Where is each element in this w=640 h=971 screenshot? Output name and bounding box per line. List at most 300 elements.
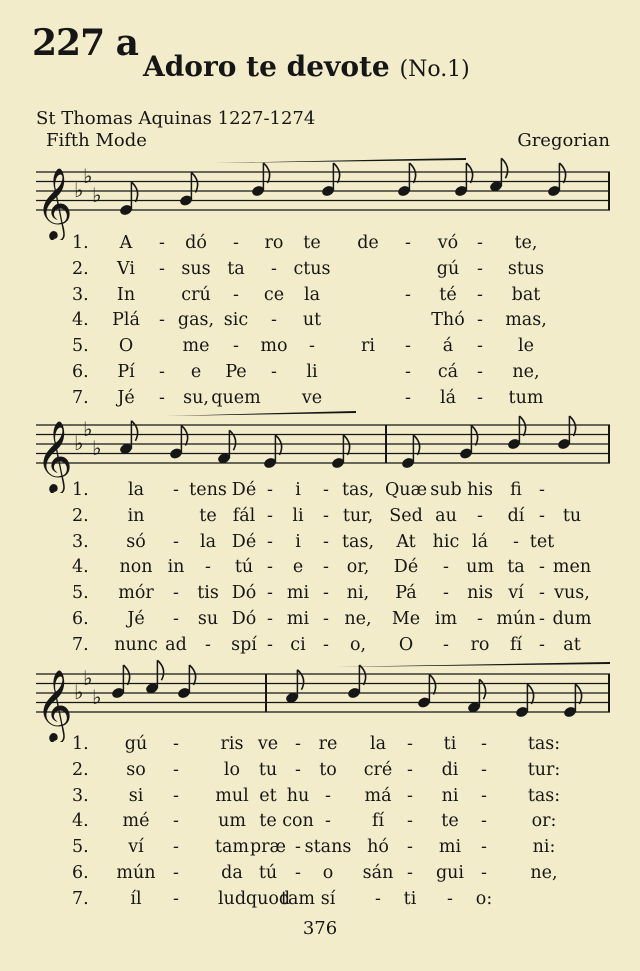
lyric-syllable: sub [430,480,462,500]
lyric-syllable: - [539,608,545,629]
note [331,435,350,470]
verse-number: 2. [72,505,89,526]
lyric-syllable: - [481,759,487,780]
lyric-syllable: O [398,634,414,655]
lyric-syllable: fi [510,480,522,500]
lyric-syllable: sus [181,258,211,279]
lyric-syllable: e [292,557,304,578]
lyric-syllable: - [159,258,165,279]
flat-icon: ♭ [83,665,93,690]
lyric-syllable: ti [403,888,417,909]
verse-line [36,259,610,285]
lyric-syllable: si [128,785,144,806]
lyric-syllable: - [481,837,487,858]
lyric-syllable: ni, [346,583,370,604]
lyric-syllable: At [396,531,416,552]
note-flag [189,665,195,685]
lyric-syllable: non [119,557,153,578]
lyric-syllable: or: [531,811,557,832]
lyric-syllable: Dó [231,608,257,629]
lyric-syllable: - [173,583,179,604]
lyric-syllable: tú [258,862,278,883]
lyric-syllable: ro [264,233,284,253]
lyric-syllable: i [295,480,301,500]
source-credit: Gregorian [517,130,610,151]
note [217,430,236,465]
lyric-syllable: o [322,862,334,883]
lyric-syllable: - [173,734,179,754]
lyric-syllable: lo [223,759,241,780]
lyric-syllable: - [477,387,483,408]
note [111,665,130,700]
lyric-syllable: tu [258,759,278,780]
lyric-syllable: - [443,583,449,604]
lyric-syllable: - [539,583,545,604]
lyric-syllable: Dé [231,480,257,500]
lyric-syllable: lud [217,888,247,909]
lyric-syllable: o, [349,634,367,655]
lyric-syllable: In [116,284,136,305]
lyric-syllable: - [271,310,277,331]
lyric-syllable: hu [286,785,310,806]
verse-number: 3. [72,531,89,552]
flat-icon: ♭ [74,431,84,455]
lyric-syllable: Plá [112,310,140,331]
lyric-syllable: Pí [117,361,135,382]
lyric-syllable: Quæ [384,480,428,500]
lyric-syllable: - [295,837,301,858]
lyric-syllable: re [318,734,338,754]
hymn-number: 227 a [32,22,139,64]
lyric-syllable: mul [215,785,249,806]
note-flag [527,684,533,704]
verse-number: 1. [72,734,89,754]
lyric-syllable: - [173,862,179,883]
lyric-syllable: - [407,862,413,883]
mode-credit: Fifth Mode [46,130,147,151]
lyric-syllable: - [173,785,179,806]
verse-number: 3. [72,284,89,305]
flat-icon: ♭ [92,435,102,460]
verse-number: 1. [72,233,89,253]
phrase-mark [336,662,610,667]
note [397,163,416,198]
flat-icon: ♭ [83,163,93,188]
lyric-syllable: - [325,785,331,806]
lyric-syllable: mún [496,608,536,629]
lyric-syllable: só [126,531,146,552]
lyric-syllable: tas, [341,480,375,500]
treble-clef-icon: 𝄞 [36,419,73,492]
lyric-syllable: mi [438,837,462,858]
lyric-syllable: sí [320,888,336,909]
lyric-syllable: ni [441,785,459,806]
lyric-syllable: ci [290,634,306,655]
verse-line [36,336,610,362]
note-flag [479,679,485,699]
lyric-syllable: tu [562,505,582,526]
verse-number: 1. [72,480,89,500]
lyric-syllable: - [477,505,483,526]
lyric-syllable: tas: [527,734,561,754]
verse-line [36,889,610,915]
lyric-syllable: ce [263,284,285,305]
lyric-syllable: - [173,480,179,500]
lyric-syllable: - [267,634,273,655]
hymn-title [143,50,470,83]
lyric-syllable: te [303,233,321,253]
lyric-syllable: ne, [530,862,558,883]
lyric-syllable: cré [363,759,393,780]
lyric-syllable: stans [304,837,352,858]
note [285,670,304,705]
lyric-syllable: - [295,862,301,883]
lyric-syllable: i [295,531,301,552]
lyric-syllable: ris [220,734,244,754]
lyric-syllable: - [233,336,239,357]
lyric-syllable: su, [183,387,209,408]
verse-number: 6. [72,608,89,629]
lyric-syllable: ut [302,310,322,331]
note [177,665,196,700]
lyric-syllable: - [481,811,487,832]
lyric-syllable: mún [116,862,156,883]
lyric-syllable: Jé [127,608,145,629]
verse-number: 6. [72,862,89,883]
lyric-syllable: - [539,480,545,500]
lyric-syllable: tens [189,480,227,500]
lyric-syllable: - [405,233,411,253]
lyric-syllable: - [481,734,487,754]
lyric-syllable: á [442,336,454,357]
lyric-syllable: et [259,785,277,806]
lyric-syllable: - [295,734,301,754]
note-flag [519,416,525,436]
lyric-syllable: - [477,258,483,279]
lyric-syllable: or, [346,557,370,578]
lyric-syllable: Me [391,608,421,629]
lyric-syllable: - [271,361,277,382]
lyric-syllable: Dé [231,531,257,552]
note-flag [569,416,575,436]
lyric-syllable: con [282,811,314,832]
note [467,679,486,714]
note-flag [131,182,137,202]
lyric-syllable: A [119,233,133,253]
lyric-syllable: um [466,557,494,578]
lyric-syllable: bat [511,284,541,305]
lyric-syllable: - [271,258,277,279]
lyric-syllable: vó [437,233,459,253]
lyric-syllable: - [405,284,411,305]
lyric-syllable: Thó [431,310,465,331]
lyric-syllable: di [441,759,459,780]
verse-line [36,480,610,506]
lyric-syllable: nunc [114,634,158,655]
note-flag [157,660,163,680]
flat-icon: ♭ [83,416,93,441]
lyric-syllable: Dé [393,557,419,578]
lyric-syllable: his [467,480,493,500]
lyric-syllable: - [323,557,329,578]
lyric-syllable: lá [471,531,489,552]
flat-icon: ♭ [74,680,84,704]
note-flag [359,665,365,685]
verse-number: 6. [72,361,89,382]
lyric-syllable: li [292,505,304,526]
lyric-syllable: Pe [225,361,247,382]
lyric-syllable: ad [165,634,187,655]
page-number: 376 [302,918,338,939]
verse-number: 5. [72,583,89,604]
lyric-syllable: - [539,634,545,655]
lyric-syllable: - [443,557,449,578]
note [401,435,420,470]
note-flag [263,163,269,183]
lyric-syllable: im [434,608,458,629]
treble-clef-icon: 𝄞 [36,668,73,741]
lyric-syllable: la [199,531,217,552]
lyric-syllable: hó [367,837,389,858]
note [454,163,473,198]
note-flag [343,435,349,455]
lyric-syllable: - [539,557,545,578]
lyric-syllable: ri [361,336,375,357]
lyric-syllable: gas, [177,310,215,331]
verse-line [36,362,610,388]
verse-line [36,734,610,760]
lyric-syllable: te [199,505,217,526]
lyric-syllable: - [539,505,545,526]
flat-icon: ♭ [92,684,102,709]
lyric-syllable: - [173,759,179,780]
lyric-syllable: - [323,531,329,552]
lyric-syllable: - [173,837,179,858]
lyric-syllable: fí [371,811,385,832]
lyric-syllable: o: [475,888,493,909]
lyric-syllable: tam [214,837,250,858]
lyric-syllable: - [159,233,165,253]
lyric-syllable: tis [197,583,219,604]
note-flag [409,163,415,183]
verse-number: 4. [72,811,89,832]
lyric-syllable: - [323,505,329,526]
lyric-syllable: quod [245,888,291,909]
verse-line [36,760,610,786]
lyric-syllable: - [323,480,329,500]
verse-number: 5. [72,336,89,357]
lyric-syllable: ni: [532,837,556,858]
lyric-syllable: to [319,759,337,780]
lyric-syllable: tas, [341,531,375,552]
verse-number: 2. [72,759,89,780]
lyric-syllable: - [513,531,519,552]
lyric-syllable: ro [470,634,490,655]
lyric-syllable: - [477,608,483,629]
lyric-syllable: - [173,608,179,629]
lyric-syllable: Vi [117,258,135,279]
lyric-syllable: gú [124,734,148,754]
lyric-syllable: in [167,557,185,578]
lyric-syllable: spí [231,634,257,655]
note [179,173,198,208]
lyric-syllable: - [443,634,449,655]
lyric-syllable: vus, [554,583,590,604]
lyric-syllable: mi [286,608,310,629]
phrase-mark [214,158,466,163]
lyric-syllable: tam [280,888,316,909]
verse-line [36,811,610,837]
lyric-syllable: e [190,361,202,382]
lyric-syllable: crú [181,284,211,305]
lyric-syllable: - [447,888,453,909]
lyric-syllable: mór [118,583,154,604]
verse-number: 4. [72,310,89,331]
lyric-syllable: ví [128,837,144,858]
note [321,163,340,198]
lyric-syllable: - [267,505,273,526]
verse-line [36,233,610,259]
note [251,163,270,198]
lyric-syllable: - [173,888,179,909]
lyric-syllable: dí [507,505,525,526]
treble-clef-icon: 𝄞 [36,166,73,239]
lyric-syllable: Pá [395,583,417,604]
lyric-syllable: le [518,336,534,357]
note-flag [229,430,235,450]
lyric-syllable: ve [257,734,279,754]
verse-line [36,609,610,635]
flat-icon: ♭ [74,178,84,202]
note [459,426,478,461]
lyric-syllable: - [477,361,483,382]
note [557,416,576,451]
lyric-syllable: la [303,284,321,305]
note-flag [575,684,581,704]
lyric-syllable: sán [362,862,394,883]
lyric-syllable: li [306,361,318,382]
lyric-syllable: um [218,811,246,832]
lyrics-block-1 [36,233,610,414]
lyric-syllable: - [205,634,211,655]
lyric-syllable: te, [514,233,538,253]
lyric-syllable: má [364,785,392,806]
lyric-syllable: - [159,310,165,331]
note [417,675,436,710]
lyric-syllable: - [323,608,329,629]
verse-number: 7. [72,387,89,408]
verse-line [36,786,610,812]
verse-number: 7. [72,634,89,655]
lyric-syllable: Jé [117,387,135,408]
note [515,684,534,719]
verse-line [36,863,610,889]
note-flag [181,426,187,446]
lyric-syllable: te [441,811,459,832]
note-flag [297,670,303,690]
lyric-syllable: - [325,811,331,832]
lyric-syllable: - [405,336,411,357]
lyric-syllable: - [159,361,165,382]
lyric-syllable: tú [234,557,254,578]
lyric-syllable: cá [437,361,459,382]
note [563,684,582,719]
lyric-syllable: - [233,284,239,305]
note [169,426,188,461]
note-flag [466,163,472,183]
verse-line [36,532,610,558]
author-credit: St Thomas Aquinas 1227-1274 [36,108,316,129]
lyric-syllable: dó [185,233,207,253]
flat-icon: ♭ [92,182,102,207]
lyric-syllable: - [481,862,487,883]
note [119,182,138,217]
lyric-syllable: - [267,608,273,629]
note [145,660,164,695]
lyric-syllable: - [295,759,301,780]
lyric-syllable: ta [227,258,245,279]
note [347,665,366,700]
lyric-syllable: de [357,233,379,253]
lyric-syllable: quem [211,387,261,408]
lyric-syllable: - [267,557,273,578]
note [489,158,508,193]
lyric-syllable: men [552,557,592,578]
note-flag [471,426,477,446]
lyric-syllable: hic [432,531,460,552]
lyric-syllable: tur, [342,505,374,526]
lyric-syllable: fál [232,505,256,526]
lyric-syllable: in [127,505,145,526]
lyric-syllable: - [173,811,179,832]
lyric-syllable: ne, [512,361,540,382]
verse-number: 7. [72,888,89,909]
verse-line [36,285,610,311]
lyric-syllable: ctus [293,258,331,279]
lyric-syllable: - [267,531,273,552]
lyric-syllable: - [205,557,211,578]
lyric-syllable: - [173,531,179,552]
lyric-syllable: - [477,336,483,357]
lyric-syllable: nis [467,583,493,604]
lyric-syllable: - [405,361,411,382]
lyric-syllable: - [267,583,273,604]
note-flag [559,163,565,183]
lyric-syllable: O [118,336,134,357]
lyric-syllable: su [197,608,219,629]
lyric-syllable: lá [439,387,457,408]
note-flag [275,435,281,455]
lyric-syllable: mas, [505,310,547,331]
lyric-syllable: dum [552,608,592,629]
lyric-syllable: me [182,336,210,357]
lyric-syllable: - [477,233,483,253]
lyric-syllable: tur: [527,759,561,780]
lyric-syllable: tet [529,531,555,552]
note-flag [429,675,435,695]
note-flag [123,665,129,685]
lyric-syllable: præ [249,837,287,858]
lyric-syllable: íl [130,888,142,909]
lyric-syllable: - [159,387,165,408]
music-staff-3 [36,652,610,742]
note-flag [131,421,137,441]
lyric-syllable: - [477,284,483,305]
lyrics-block-2 [36,480,610,661]
lyric-syllable: mé [122,811,150,832]
verse-number: 3. [72,785,89,806]
lyric-syllable: ve [301,387,323,408]
